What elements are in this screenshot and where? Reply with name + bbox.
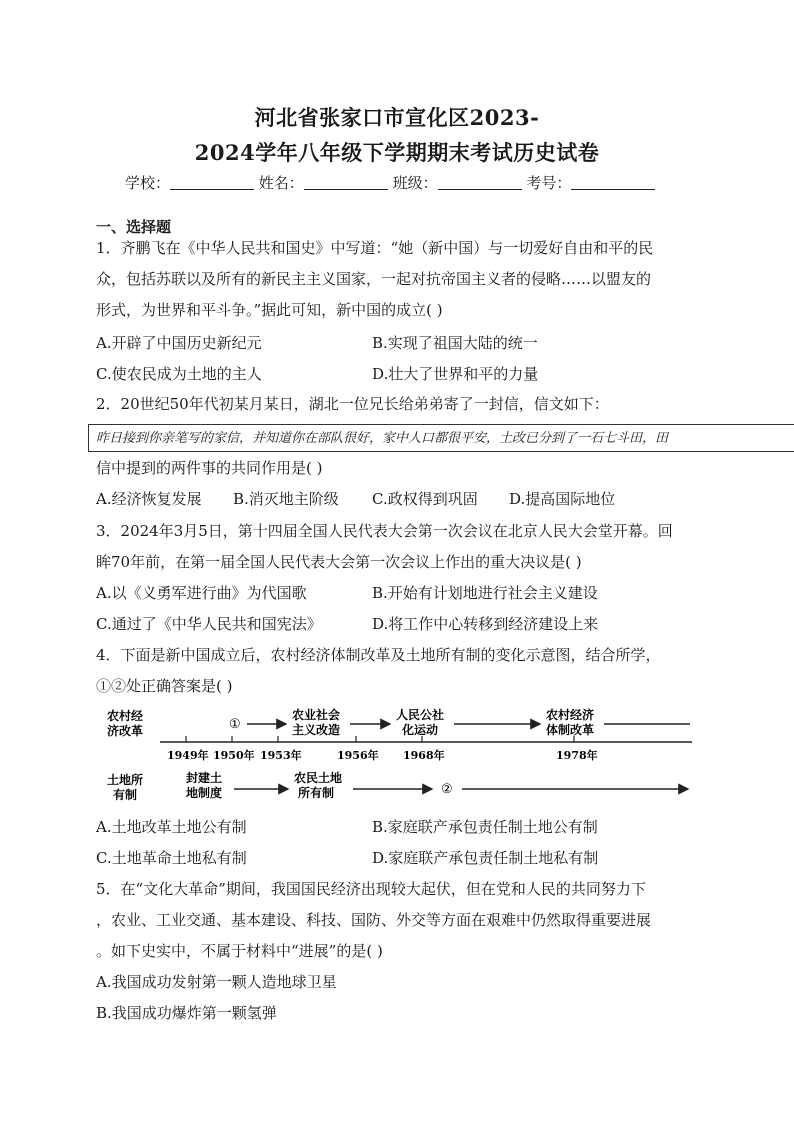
q1-stem-line2: 众，包括苏联以及所有的新民主主义国家，一起对抗帝国主义者的侵略……以盟友的 xyxy=(96,270,652,288)
q2-option-c[interactable]: C.政权得到巩固 xyxy=(372,490,478,508)
q3-option-b[interactable]: B.开始有计划地进行社会主义建设 xyxy=(372,584,598,602)
q2-stem-line1: 2．20世纪50年代初某月某日，湖北一位兄长给弟弟寄了一封信，信文如下： xyxy=(96,395,609,413)
q4-option-d[interactable]: D.家庭联产承包责任制土地私有制 xyxy=(372,849,599,867)
q2-stem-line2: 信中提到的两件事的共同作用是( ) xyxy=(96,459,323,477)
q4-timeline-diagram xyxy=(0,704,794,814)
q2-option-a[interactable]: A.经济恢复发展 xyxy=(96,490,202,508)
q5-stem-line2: ，农业、工业交通、基本建设、科技、国防、外交等方面在艰难中仍然取得重要进展 xyxy=(96,911,652,929)
q3-option-a[interactable]: A.以《义勇军进行曲》为代国歌 xyxy=(96,584,307,602)
q4-option-a[interactable]: A.土地改革土地公有制 xyxy=(96,818,247,836)
exam-title-line1: 河北省张家口市宣化区2023- xyxy=(254,105,540,130)
circle-2-marker: ② xyxy=(441,782,453,797)
year-1949: 1949年 xyxy=(167,749,209,762)
q3-option-d[interactable]: D.将工作中心转移到经济建设上来 xyxy=(372,615,599,633)
land2-line2: 所有制 xyxy=(298,786,335,800)
circle-1-marker: ① xyxy=(229,717,241,732)
q1-option-d[interactable]: D.壮大了世界和平的力量 xyxy=(372,365,539,383)
q1-option-b[interactable]: B.实现了祖国大陆的统一 xyxy=(372,334,538,352)
q3-stem-line2: 眸70年前，在第一届全国人民代表大会第一次会议上作出的重大决议是( ) xyxy=(96,553,582,571)
land2-line1: 农民土地 xyxy=(294,771,343,785)
school-label: 学校： xyxy=(125,174,171,192)
step1-line2: 主义改造 xyxy=(292,723,341,737)
exam-title-line2: 2024学年八年级下学期期末考试历史试卷 xyxy=(194,140,600,165)
q4-option-c[interactable]: C.土地革命土地私有制 xyxy=(96,849,247,867)
q1-option-c[interactable]: C.使农民成为土地的主人 xyxy=(96,365,262,383)
row1-label-line2: 济改革 xyxy=(107,724,144,738)
year-1953: 1953年 xyxy=(260,749,302,762)
year-1950: 1950年 xyxy=(213,749,255,762)
step2-line1: 人民公社 xyxy=(396,708,445,722)
row2-label-line2: 有制 xyxy=(113,788,138,802)
q3-stem-line1: 3．2024年3月5日，第十四届全国人民代表大会第一次会议在北京人民大会堂开幕。回 xyxy=(96,522,673,540)
q2-letter-box: 昨日接到你亲笔写的家信，并知道你在部队很好，家中人口都很平安，土改已分到了一石七斗田，田 xyxy=(88,424,794,452)
q1-stem-line1: 1．齐鹏飞在《中华人民共和国史》中写道：“她（新中国）与一切爱好自由和平的民 xyxy=(96,239,654,257)
row1-label-line1: 农村经 xyxy=(107,709,144,723)
year-1978: 1978年 xyxy=(556,749,598,762)
q2-option-d[interactable]: D.提高国际地位 xyxy=(509,490,616,508)
year-1968: 1968年 xyxy=(403,749,445,762)
step1-line1: 农业社会 xyxy=(292,708,341,722)
year-1956: 1956年 xyxy=(337,749,379,762)
q4-stem-line2: ①②处正确答案是( ) xyxy=(96,677,233,695)
q5-option-b[interactable]: B.我国成功爆炸第一颗氢弹 xyxy=(96,1004,277,1022)
q4-stem-line1: 4．下面是新中国成立后，农村经济体制改革及土地所有制的变化示意图，结合所学， xyxy=(96,646,661,664)
land1-line2: 地制度 xyxy=(186,786,223,800)
name-label: 姓名： xyxy=(258,174,304,192)
q5-option-a[interactable]: A.我国成功发射第一颗人造地球卫星 xyxy=(96,973,337,991)
q1-stem-line3: 形式，为世界和平斗争。”据此可知，新中国的成立( ) xyxy=(96,301,443,319)
q5-stem-line3: 。如下史实中，不属于材料中“进展”的是( ) xyxy=(96,942,383,960)
class-blank[interactable] xyxy=(438,173,522,190)
q5-stem-line1: 5．在“文化大革命”期间，我国国民经济出现较大起伏，但在党和人民的共同努力下 xyxy=(96,880,646,898)
school-blank[interactable] xyxy=(170,173,254,190)
number-label: 考号： xyxy=(526,174,572,192)
number-blank[interactable] xyxy=(571,173,655,190)
step3-line1: 农村经济 xyxy=(546,708,595,722)
q2-option-b[interactable]: B.消灭地主阶级 xyxy=(233,490,339,508)
q3-option-c[interactable]: C.通过了《中华人民共和国宪法》 xyxy=(96,615,322,633)
row2-label-line1: 土地所 xyxy=(107,773,144,787)
student-info-row xyxy=(125,172,655,193)
name-blank[interactable] xyxy=(304,173,388,190)
q1-option-a[interactable]: A.开辟了中国历史新纪元 xyxy=(96,334,262,352)
q4-option-b[interactable]: B.家庭联产承包责任制土地公有制 xyxy=(372,818,598,836)
step3-line2: 体制改革 xyxy=(546,723,595,737)
section-title: 一、选择题 xyxy=(96,218,172,236)
land1-line1: 封建土 xyxy=(186,771,223,785)
step2-line2: 化运动 xyxy=(402,723,439,737)
class-label: 班级： xyxy=(392,174,438,192)
